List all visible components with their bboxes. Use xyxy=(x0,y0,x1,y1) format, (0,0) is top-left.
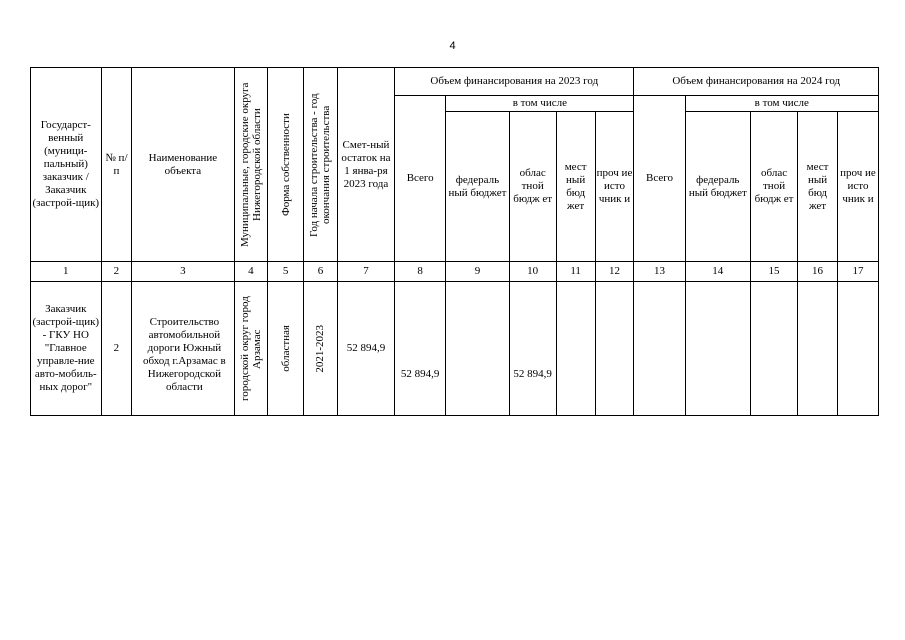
cell-regional-2024 xyxy=(751,282,798,416)
cell-total-2024 xyxy=(634,282,685,416)
header-ownership xyxy=(268,68,304,262)
page-number: 4 xyxy=(449,40,456,52)
cell-regional-2023: 52 894,9 xyxy=(509,282,556,416)
header-including-2024: в том числе xyxy=(685,96,878,112)
cell-number: 2 xyxy=(101,282,132,416)
table-row xyxy=(31,282,879,416)
header-estimated-remainder: Смет-ный остаток на 1 янва-ря 2023 года xyxy=(337,68,394,262)
column-number: 13 xyxy=(634,262,685,282)
column-number: 1 xyxy=(31,262,102,282)
cell-years xyxy=(304,282,338,416)
header-federal-2023: федераль ный бюджет xyxy=(446,112,509,262)
column-number: 11 xyxy=(556,262,595,282)
header-funding-2024: Объем финансирования на 2024 год xyxy=(634,68,879,96)
cell-federal-2024 xyxy=(685,282,750,416)
cell-years-text: 2021-2023 xyxy=(314,324,327,373)
column-number: 12 xyxy=(595,262,634,282)
header-years xyxy=(304,68,338,262)
cell-municipality-text: городской округ город Арзамас xyxy=(238,296,263,401)
header-including-2023: в том числе xyxy=(446,96,634,112)
column-number: 2 xyxy=(101,262,132,282)
header-funding-2023: Объем финансирования на 2023 год xyxy=(395,68,634,96)
cell-ownership-text: областная xyxy=(279,325,292,372)
header-municipality-text: Муниципальные, городские округа Нижегородской области xyxy=(238,82,263,247)
header-regional-2023: облас тной бюдж ет xyxy=(509,112,556,262)
cell-other-2024 xyxy=(837,282,878,416)
column-number: 9 xyxy=(446,262,509,282)
column-number: 16 xyxy=(798,262,838,282)
cell-estimated-remainder: 52 894,9 xyxy=(337,282,394,416)
header-local-2023: мест ный бюд жет xyxy=(556,112,595,262)
financing-table xyxy=(30,67,879,416)
column-number: 14 xyxy=(685,262,750,282)
column-number: 7 xyxy=(337,262,394,282)
cell-municipality xyxy=(234,282,268,416)
header-total-2023: Всего xyxy=(395,96,446,262)
header-ownership-text: Форма собственности xyxy=(279,113,292,216)
column-number: 8 xyxy=(395,262,446,282)
cell-other-2023 xyxy=(595,282,634,416)
column-number: 6 xyxy=(304,262,338,282)
header-customer: Государст-венный (муници-пальный) заказчик / Заказчик (застрой-щик) xyxy=(31,68,102,262)
header-total-2024: Всего xyxy=(634,96,685,262)
column-number-row xyxy=(31,262,879,282)
column-number: 17 xyxy=(837,262,878,282)
cell-customer: Заказчик (застрой-щик) - ГКУ НО "Главное управле-ние авто-мобиль-ных дорог" xyxy=(31,282,102,416)
column-number: 5 xyxy=(268,262,304,282)
header-object-name: Наименование объекта xyxy=(132,68,234,262)
cell-local-2024 xyxy=(798,282,838,416)
header-federal-2024: федераль ный бюджет xyxy=(685,112,750,262)
header-years-text: Год начала строительства - год окончания строительства xyxy=(308,92,333,237)
column-number: 4 xyxy=(234,262,268,282)
header-local-2024: мест ный бюд жет xyxy=(798,112,838,262)
cell-object-name: Строительство автомобильной дороги Южный обход г.Арзамас в Нижегородской области xyxy=(132,282,234,416)
header-regional-2024: облас тной бюдж ет xyxy=(751,112,798,262)
header-municipality xyxy=(234,68,268,262)
cell-ownership xyxy=(268,282,304,416)
header-number: № п/п xyxy=(101,68,132,262)
header-other-2024: проч ие исто чник и xyxy=(837,112,878,262)
column-number: 10 xyxy=(509,262,556,282)
cell-total-2023: 52 894,9 xyxy=(395,282,446,416)
column-number: 15 xyxy=(751,262,798,282)
cell-local-2023 xyxy=(556,282,595,416)
cell-federal-2023 xyxy=(446,282,509,416)
column-number: 3 xyxy=(132,262,234,282)
header-other-2023: проч ие исто чник и xyxy=(595,112,634,262)
